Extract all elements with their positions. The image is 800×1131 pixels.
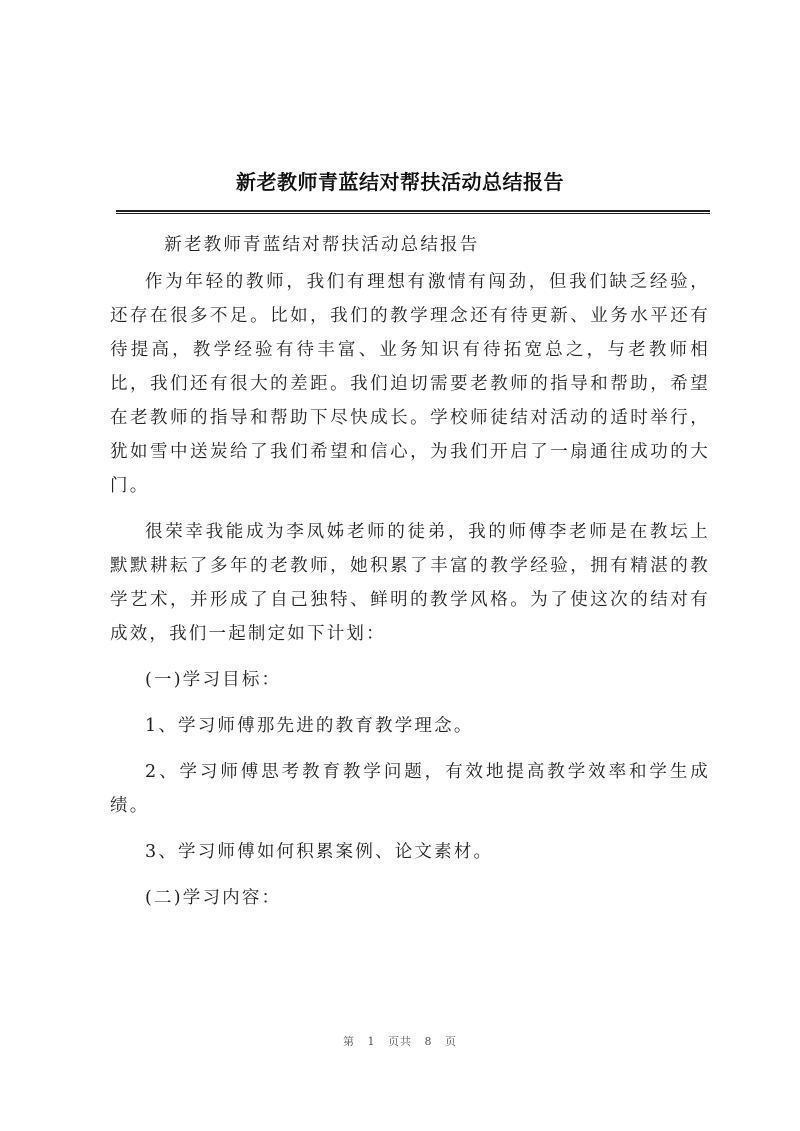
list-item: 3、学习师傅如何积累案例、论文素材。 (145, 842, 494, 862)
list-item: 2、学习师傅思考教育教学问题，有效地提高教学效率和学生成绩。 (110, 762, 710, 816)
footer-middle: 页共 (388, 1035, 412, 1048)
title-divider (116, 210, 710, 214)
footer-prefix: 第 (343, 1035, 355, 1048)
body-paragraph: 作为年轻的教师，我们有理想有激情有闯劲，但我们缺乏经验，还存在很多不足。比如，我们的教学理念还有待更新、业务水平还有待提高，教学经验有待丰富、业务知识有待拓宽总之，与老教师相比，我们还有很大的差距。我们迫切需要老教师的指导和帮助，希望在老教师的指导和帮助下尽快成长。学校师徒结对活动的适时举行，犹如雪中送炭给了我们希望和信心，为我们开启了一扇通往成功的大门。 (110, 272, 710, 496)
section-heading: (一)学习目标： (145, 670, 282, 690)
body-heading-paragraph: 新老教师青蓝结对帮扶活动总结报告 (164, 235, 480, 255)
page-title: 新老教师青蓝结对帮扶活动总结报告 (236, 170, 564, 194)
section-heading: (二)学习内容： (145, 888, 282, 908)
footer-total-pages: 8 (424, 1035, 433, 1048)
list-item: 1、学习师傅那先进的教育教学理念。 (145, 716, 474, 736)
footer-page-number: 1 (367, 1035, 376, 1048)
body-paragraph: 很荣幸我能成为李凤姊老师的徒弟，我的师傅李老师是在教坛上默默耕耘了多年的老教师，她积累了丰富的教学经验，拥有精湛的教学艺术，并形成了自己独特、鲜明的教学风格。为了使这次的结对有成效，我们一起制定如下计划： (110, 522, 710, 644)
document-body (110, 228, 710, 915)
page-footer (0, 1033, 800, 1049)
footer-suffix: 页 (445, 1035, 457, 1048)
